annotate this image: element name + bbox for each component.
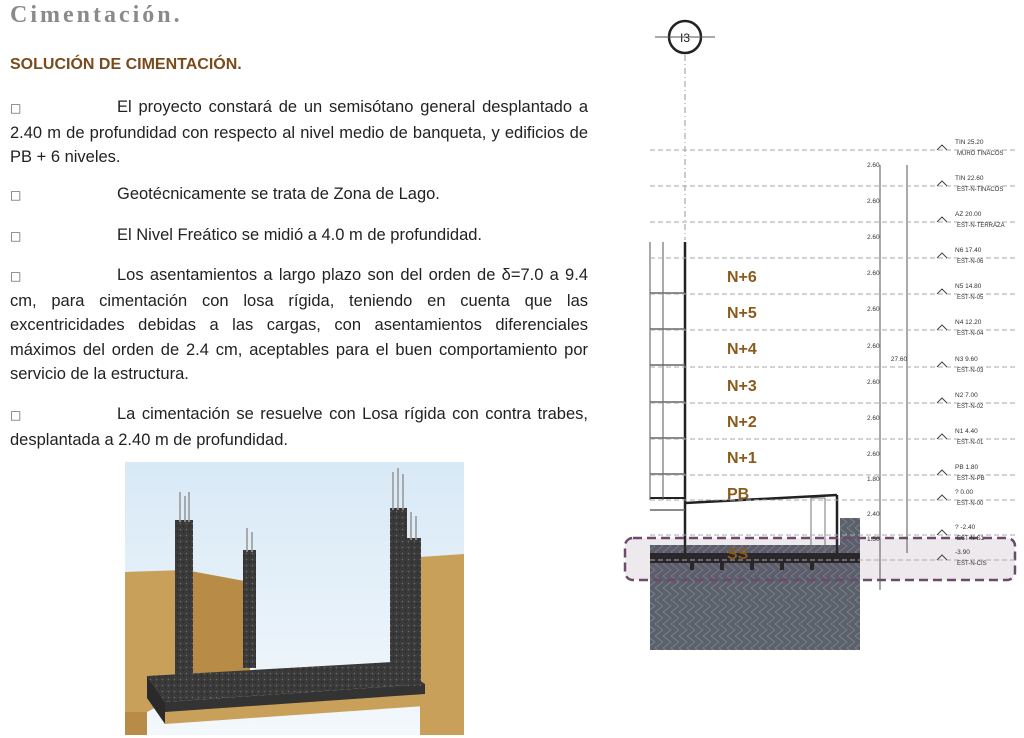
- level-label: PB: [727, 486, 750, 503]
- story-height: 2.60: [867, 234, 880, 241]
- grid-axis-label: I3: [679, 31, 691, 45]
- level-label: N+5: [727, 305, 757, 322]
- level-elevation: N2 7.00: [955, 392, 978, 399]
- level-elevation: PB 1.80: [955, 464, 979, 471]
- level-marker-icon: [937, 530, 947, 535]
- total-height-label: 27.60: [890, 356, 908, 363]
- paragraph-text: Los asentamientos a largo plazo son del orden de δ=7.0 a 9.4 cm, para cimentación con losa rígida, teniendo en cuenta que las excentricidades debidas a las cargas, con asentamientos diferenciales máximos del orden de 2.4 cm, aceptables para el buen comportamiento por servicio de la estructura.: [10, 266, 588, 383]
- bullet-icon: □: [10, 188, 22, 202]
- level-elevation: N4 12.20: [955, 319, 982, 326]
- level-elevation: N1 4.40: [955, 428, 978, 435]
- level-marker-icon: [937, 289, 947, 294]
- paragraph-text: El proyecto constará de un semisótano general desplantado a 2.40 m de profundidad con respecto al nivel medio de banqueta, y edificios de PB + 6 niveles.: [10, 98, 588, 166]
- paragraph-proyecto: [10, 95, 588, 170]
- level-name: EST-N-04: [957, 331, 984, 337]
- level-name: EST-N-05: [957, 295, 984, 301]
- paragraph-losa: [10, 402, 588, 452]
- story-height: 2.60: [867, 415, 880, 422]
- level-elevation: ? 0.00: [955, 489, 974, 496]
- level-elevation: N3 9.60: [955, 356, 978, 363]
- level-elevation: ? -2.40: [955, 524, 976, 531]
- story-height: 2.60: [867, 162, 880, 169]
- bullet-icon: □: [10, 269, 22, 283]
- paragraph-geotecnia: [10, 182, 588, 208]
- level-marker-icon: [937, 145, 947, 150]
- paragraph-text: Geotécnicamente se trata de Zona de Lago.: [117, 185, 440, 203]
- foundation-highlight-box: [625, 538, 1015, 580]
- level-name: EST-N-CIS: [957, 561, 987, 567]
- level-label: N+6: [727, 269, 757, 286]
- level-elevation: N6 17.40: [955, 247, 982, 254]
- level-name: EST-N-06: [957, 259, 984, 265]
- level-elevation: TIN 22.60: [955, 175, 984, 182]
- level-name: EST-N-S1: [957, 536, 985, 542]
- bullet-icon: □: [10, 408, 22, 422]
- level-name: EST-N-02: [957, 404, 984, 410]
- story-height: 2.60: [867, 198, 880, 205]
- story-height: 2.60: [867, 270, 880, 277]
- level-marker-icon: [937, 495, 947, 500]
- foundation-3d-illustration: [125, 462, 464, 735]
- paragraph-asentamientos: [10, 263, 588, 387]
- story-height: 1.80: [867, 476, 880, 483]
- level-label: N+3: [727, 378, 757, 395]
- level-label: N+1: [727, 450, 757, 467]
- level-marker-icon: [937, 217, 947, 222]
- bullet-icon: □: [10, 229, 22, 243]
- level-name: EST-N-PB: [957, 476, 985, 482]
- level-name: EST-N-TERRAZA: [957, 223, 1005, 229]
- story-height: 2.40: [867, 511, 880, 518]
- page-title: Cimentación.: [10, 2, 183, 28]
- level-elevation: N5 14.80: [955, 283, 982, 290]
- paragraph-nivel-freatico: [10, 223, 588, 249]
- story-height: 2.60: [867, 379, 880, 386]
- bullet-icon: □: [10, 101, 22, 115]
- level-marker-icon: [937, 253, 947, 258]
- level-name: EST-N-03: [957, 368, 984, 374]
- level-name: EST-N-TINACOS: [957, 187, 1004, 193]
- level-marker-icon: [937, 398, 947, 403]
- building-section-drawing: [615, 0, 1024, 660]
- level-elevation: AZ 20.00: [955, 211, 982, 218]
- level-name: EST-N-00: [957, 501, 984, 507]
- story-height: 1.50: [867, 536, 880, 543]
- level-name: MURO TINACOS: [957, 151, 1004, 157]
- level-marker-icon: [937, 434, 947, 439]
- level-name: EST-N-01: [957, 440, 984, 446]
- level-label: N+2: [727, 414, 757, 431]
- level-marker-icon: [937, 470, 947, 475]
- story-height: 2.60: [867, 343, 880, 350]
- story-height: 2.60: [867, 306, 880, 313]
- level-marker-icon: [937, 362, 947, 367]
- level-elevation: TIN 25.20: [955, 139, 984, 146]
- paragraph-text: La cimentación se resuelve con Losa rígida con contra trabes, desplantada a 2.40 m de profundidad.: [10, 405, 588, 449]
- level-marker-icon: [937, 325, 947, 330]
- section-heading: SOLUCIÓN DE CIMENTACIÓN.: [10, 56, 242, 73]
- story-height: 2.60: [867, 451, 880, 458]
- level-label: SS: [727, 546, 749, 563]
- level-elevation: -3.90: [955, 549, 970, 556]
- paragraph-text: El Nivel Freático se midió a 4.0 m de profundidad.: [117, 226, 483, 244]
- level-label: N+4: [727, 341, 757, 358]
- level-marker-icon: [937, 181, 947, 186]
